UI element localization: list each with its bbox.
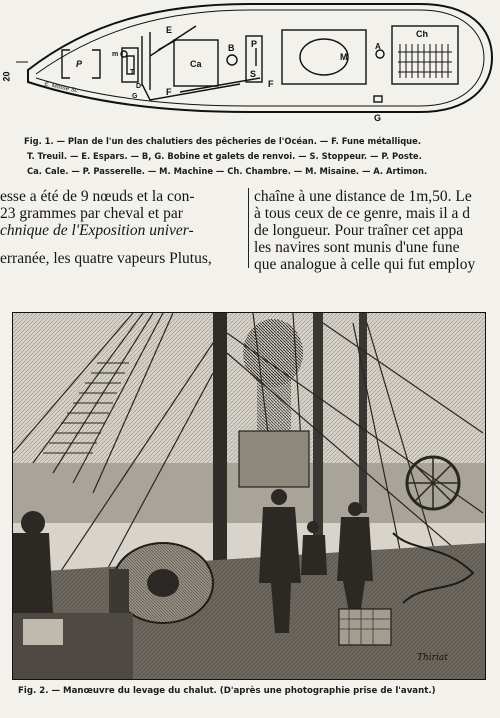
text-line: les navires sont munis d'une fune (254, 239, 460, 256)
text-line: esse a été de 9 nœuds et la con- (0, 188, 195, 205)
label-ca: Ca (190, 59, 202, 69)
label-d: D (136, 83, 142, 90)
figure-2-caption: Fig. 2. — Manœuvre du levage du chalut. (D'après une photographie prise de l'avant.) (18, 686, 436, 696)
deck-scene-illustration (13, 313, 485, 679)
figure-1-ship-plan (0, 0, 500, 128)
label-m-small: m (112, 51, 119, 58)
label-f-upper: F (166, 87, 172, 97)
label-g-right: G (374, 113, 382, 123)
label-a: A (375, 42, 381, 51)
figure-1-caption (24, 134, 484, 179)
label-m-big: M (340, 52, 348, 62)
left-text-column (0, 188, 246, 300)
text-line-blank (0, 239, 246, 250)
column-divider (248, 188, 249, 268)
text-line: chaîne à une distance de 1m,50. Le (254, 188, 472, 205)
label-p-right: P (251, 39, 258, 49)
label-g-left: G (132, 93, 138, 100)
text-line: erranée, les quatre vapeurs Plutus, (0, 250, 212, 267)
right-text-column (254, 188, 500, 300)
text-line: 23 grammes par cheval et par (0, 205, 183, 222)
label-t: T (130, 69, 135, 76)
text-line: à tous ceux de ce genre, mais il a d (254, 205, 471, 222)
label-b: B (228, 43, 235, 53)
text-line: que analogue à celle qui fut employ (254, 256, 476, 273)
label-p-left: P (76, 59, 83, 69)
hull-outline (28, 4, 492, 112)
caption-line-3: Ca. Cale. — P. Passerelle. — M. Machine — Ch. Chambre. — M. Misaine. — A. Artimon. (27, 166, 428, 176)
label-f-lower: F (268, 79, 274, 89)
ship-plan-drawing (0, 0, 500, 128)
figure-2-engraving (12, 312, 486, 680)
text-line: de longueur. Pour traîner cet appa (254, 222, 464, 239)
text-line: chnique de l'Exposition univer- (0, 222, 194, 239)
label-s: S (250, 69, 257, 79)
label-ch: Ch (416, 29, 428, 39)
scale-mark: 20 (1, 71, 12, 82)
engraver-signature: E. Mosse Sc. (43, 81, 80, 95)
artist-signature: Thiriat (417, 653, 448, 663)
caption-line-1: Fig. 1. — Plan de l'un des chalutiers des pêcheries de l'Océan. — F. Fune métallique. (24, 136, 422, 146)
label-e: E (166, 25, 173, 35)
caption-line-2: T. Treuil. — E. Espars. — B, G. Bobine et galets de renvoi. — S. Stoppeur. — P. Poste. (27, 151, 422, 161)
